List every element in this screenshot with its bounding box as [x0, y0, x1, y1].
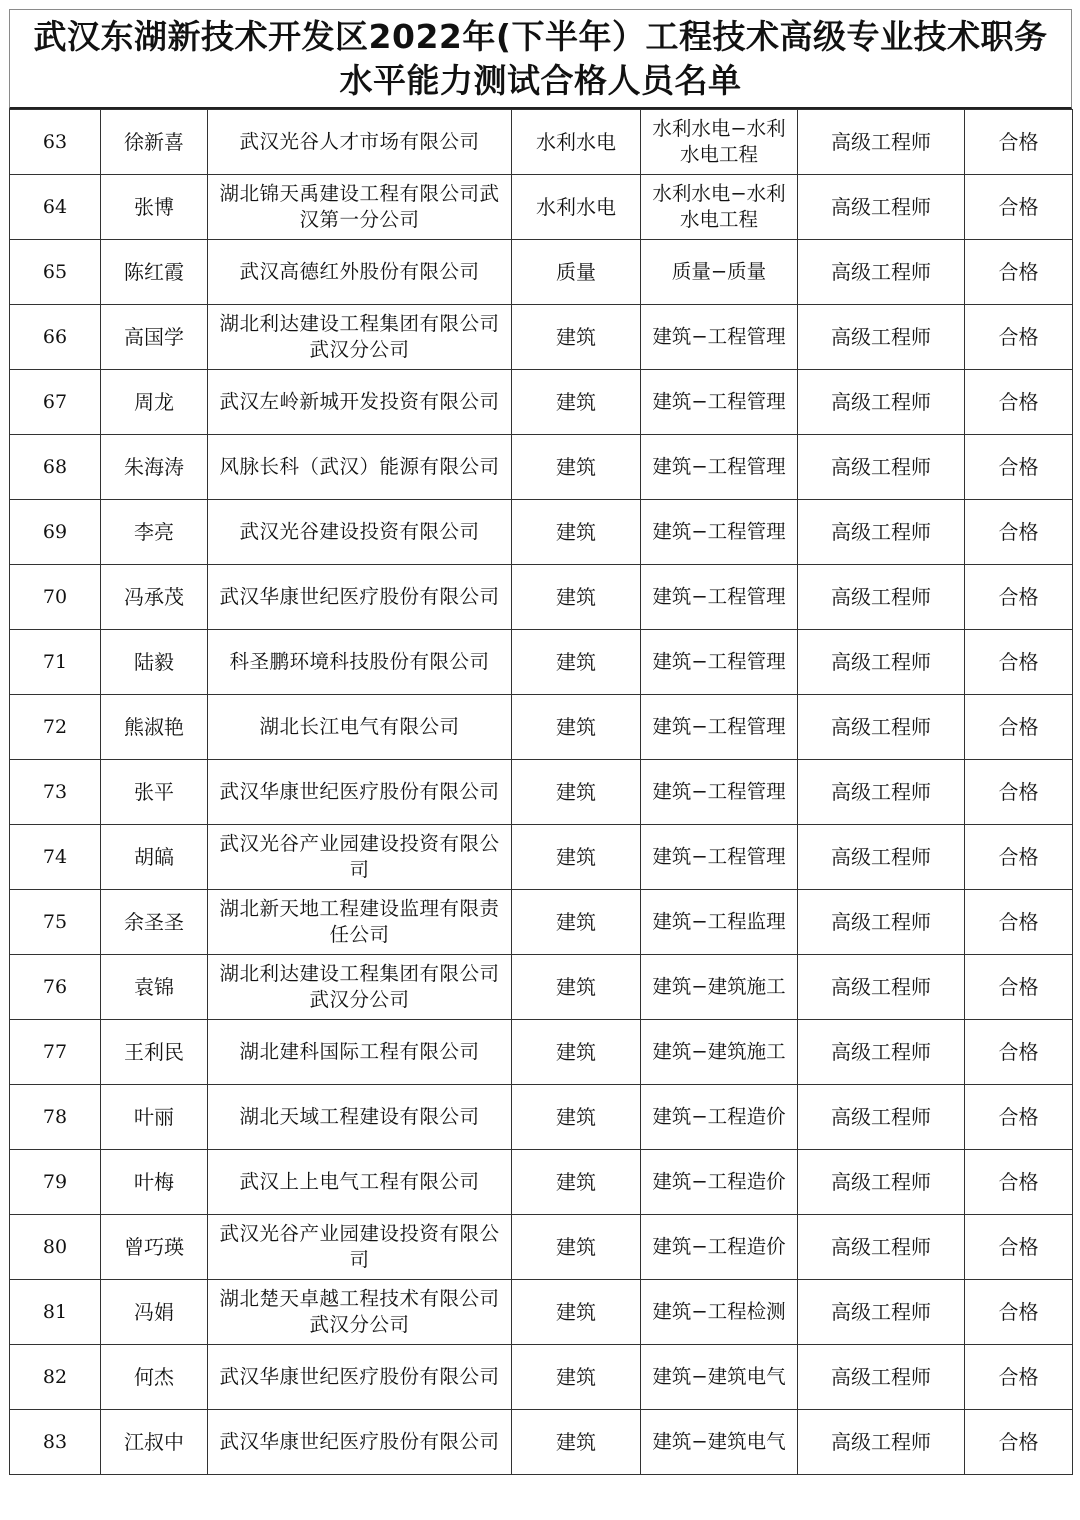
cell-number: 66	[10, 305, 101, 370]
cell-result: 合格	[965, 370, 1073, 435]
cell-specialty: 建筑−工程造价	[641, 1215, 798, 1280]
cell-specialty: 建筑−工程检测	[641, 1280, 798, 1345]
cell-title-level: 高级工程师	[798, 370, 965, 435]
cell-title-level: 高级工程师	[798, 175, 965, 240]
cell-specialty: 建筑−工程管理	[641, 630, 798, 695]
cell-number: 74	[10, 825, 101, 890]
cell-name: 张博	[101, 175, 208, 240]
cell-company: 武汉华康世纪医疗股份有限公司	[208, 1410, 512, 1475]
table-row	[10, 565, 1073, 630]
cell-name: 陈红霞	[101, 240, 208, 305]
table-row	[10, 1345, 1073, 1410]
cell-name: 叶梅	[101, 1150, 208, 1215]
title-line-1: 武汉东湖新技术开发区2022年(下半年）工程技术高级专业技术职务	[33, 17, 1048, 56]
cell-number: 67	[10, 370, 101, 435]
cell-number: 83	[10, 1410, 101, 1475]
cell-major: 水利水电	[512, 175, 641, 240]
cell-name: 冯娟	[101, 1280, 208, 1345]
cell-specialty: 建筑−工程造价	[641, 1150, 798, 1215]
cell-result: 合格	[965, 1345, 1073, 1410]
cell-company: 武汉华康世纪医疗股份有限公司	[208, 760, 512, 825]
cell-company: 武汉上上电气工程有限公司	[208, 1150, 512, 1215]
cell-name: 袁锦	[101, 955, 208, 1020]
cell-major: 建筑	[512, 435, 641, 500]
cell-major: 质量	[512, 240, 641, 305]
cell-number: 71	[10, 630, 101, 695]
cell-name: 熊淑艳	[101, 695, 208, 760]
cell-specialty: 建筑−工程管理	[641, 760, 798, 825]
cell-name: 陆毅	[101, 630, 208, 695]
cell-major: 建筑	[512, 1410, 641, 1475]
cell-number: 79	[10, 1150, 101, 1215]
cell-result: 合格	[965, 825, 1073, 890]
cell-result: 合格	[965, 890, 1073, 955]
cell-title-level: 高级工程师	[798, 1280, 965, 1345]
cell-name: 胡皜	[101, 825, 208, 890]
cell-major: 建筑	[512, 760, 641, 825]
cell-specialty: 建筑−建筑施工	[641, 1020, 798, 1085]
cell-result: 合格	[965, 1280, 1073, 1345]
cell-title-level: 高级工程师	[798, 500, 965, 565]
cell-major: 建筑	[512, 695, 641, 760]
cell-company: 湖北建科国际工程有限公司	[208, 1020, 512, 1085]
cell-major: 建筑	[512, 1280, 641, 1345]
cell-company: 湖北天域工程建设有限公司	[208, 1085, 512, 1150]
cell-company: 湖北楚天卓越工程技术有限公司武汉分公司	[208, 1280, 512, 1345]
cell-major: 建筑	[512, 890, 641, 955]
table-row	[10, 175, 1073, 240]
cell-result: 合格	[965, 695, 1073, 760]
cell-name: 张平	[101, 760, 208, 825]
cell-name: 叶丽	[101, 1085, 208, 1150]
cell-company: 湖北利达建设工程集团有限公司武汉分公司	[208, 305, 512, 370]
cell-result: 合格	[965, 630, 1073, 695]
cell-company: 武汉光谷产业园建设投资有限公司	[208, 1215, 512, 1280]
cell-major: 建筑	[512, 370, 641, 435]
table-row	[10, 1150, 1073, 1215]
cell-title-level: 高级工程师	[798, 1345, 965, 1410]
table-row	[10, 890, 1073, 955]
cell-specialty: 建筑−工程管理	[641, 305, 798, 370]
cell-number: 65	[10, 240, 101, 305]
cell-title-level: 高级工程师	[798, 1020, 965, 1085]
cell-title-level: 高级工程师	[798, 695, 965, 760]
cell-major: 建筑	[512, 1150, 641, 1215]
cell-title-level: 高级工程师	[798, 305, 965, 370]
cell-result: 合格	[965, 305, 1073, 370]
cell-specialty: 水利水电−水利水电工程	[641, 175, 798, 240]
cell-number: 80	[10, 1215, 101, 1280]
cell-specialty: 建筑−工程管理	[641, 695, 798, 760]
cell-title-level: 高级工程师	[798, 110, 965, 175]
cell-number: 77	[10, 1020, 101, 1085]
cell-name: 曾巧瑛	[101, 1215, 208, 1280]
cell-title-level: 高级工程师	[798, 760, 965, 825]
cell-number: 78	[10, 1085, 101, 1150]
cell-result: 合格	[965, 110, 1073, 175]
cell-major: 建筑	[512, 1345, 641, 1410]
cell-major: 水利水电	[512, 110, 641, 175]
table-row	[10, 110, 1073, 175]
cell-specialty: 建筑−工程管理	[641, 565, 798, 630]
document-title	[9, 9, 1072, 109]
cell-company: 湖北新天地工程建设监理有限责任公司	[208, 890, 512, 955]
cell-result: 合格	[965, 565, 1073, 630]
title-line-2: 水平能力测试合格人员名单	[339, 61, 742, 100]
table-row	[10, 1085, 1073, 1150]
cell-company: 湖北长江电气有限公司	[208, 695, 512, 760]
cell-major: 建筑	[512, 955, 641, 1020]
cell-major: 建筑	[512, 1020, 641, 1085]
cell-company: 武汉光谷人才市场有限公司	[208, 110, 512, 175]
cell-result: 合格	[965, 1085, 1073, 1150]
table-row	[10, 305, 1073, 370]
cell-name: 何杰	[101, 1345, 208, 1410]
cell-result: 合格	[965, 1215, 1073, 1280]
cell-number: 75	[10, 890, 101, 955]
cell-company: 风脉长科（武汉）能源有限公司	[208, 435, 512, 500]
cell-title-level: 高级工程师	[798, 1215, 965, 1280]
cell-name: 朱海涛	[101, 435, 208, 500]
cell-number: 76	[10, 955, 101, 1020]
cell-specialty: 建筑−建筑电气	[641, 1345, 798, 1410]
cell-company: 武汉光谷建设投资有限公司	[208, 500, 512, 565]
cell-name: 冯承茂	[101, 565, 208, 630]
cell-company: 武汉高德红外股份有限公司	[208, 240, 512, 305]
cell-title-level: 高级工程师	[798, 955, 965, 1020]
cell-title-level: 高级工程师	[798, 825, 965, 890]
cell-company: 武汉华康世纪医疗股份有限公司	[208, 565, 512, 630]
cell-specialty: 建筑−工程监理	[641, 890, 798, 955]
cell-title-level: 高级工程师	[798, 565, 965, 630]
table-row	[10, 695, 1073, 760]
cell-title-level: 高级工程师	[798, 630, 965, 695]
table-row	[10, 1215, 1073, 1280]
cell-result: 合格	[965, 500, 1073, 565]
cell-title-level: 高级工程师	[798, 435, 965, 500]
table-row	[10, 240, 1073, 305]
cell-specialty: 建筑−工程管理	[641, 825, 798, 890]
cell-name: 余圣圣	[101, 890, 208, 955]
cell-company: 湖北锦天禹建设工程有限公司武汉第一分公司	[208, 175, 512, 240]
cell-result: 合格	[965, 175, 1073, 240]
cell-title-level: 高级工程师	[798, 890, 965, 955]
cell-name: 王利民	[101, 1020, 208, 1085]
table-row	[10, 630, 1073, 695]
cell-specialty: 建筑−工程管理	[641, 435, 798, 500]
table-row	[10, 955, 1073, 1020]
table-row	[10, 500, 1073, 565]
cell-major: 建筑	[512, 825, 641, 890]
cell-specialty: 建筑−工程造价	[641, 1085, 798, 1150]
qualified-personnel-table	[9, 109, 1073, 1475]
cell-specialty: 建筑−建筑施工	[641, 955, 798, 1020]
document-sheet	[9, 9, 1072, 1475]
cell-number: 72	[10, 695, 101, 760]
cell-result: 合格	[965, 435, 1073, 500]
cell-company: 科圣鹏环境科技股份有限公司	[208, 630, 512, 695]
cell-number: 81	[10, 1280, 101, 1345]
cell-title-level: 高级工程师	[798, 1410, 965, 1475]
cell-major: 建筑	[512, 630, 641, 695]
cell-number: 63	[10, 110, 101, 175]
cell-major: 建筑	[512, 565, 641, 630]
cell-result: 合格	[965, 1020, 1073, 1085]
table-row	[10, 435, 1073, 500]
cell-number: 73	[10, 760, 101, 825]
cell-title-level: 高级工程师	[798, 1085, 965, 1150]
cell-company: 武汉左岭新城开发投资有限公司	[208, 370, 512, 435]
table-row	[10, 370, 1073, 435]
cell-title-level: 高级工程师	[798, 1150, 965, 1215]
cell-specialty: 建筑−建筑电气	[641, 1410, 798, 1475]
table-row	[10, 760, 1073, 825]
cell-title-level: 高级工程师	[798, 240, 965, 305]
cell-name: 高国学	[101, 305, 208, 370]
cell-specialty: 建筑−工程管理	[641, 500, 798, 565]
cell-company: 武汉光谷产业园建设投资有限公司	[208, 825, 512, 890]
cell-name: 徐新喜	[101, 110, 208, 175]
cell-name: 周龙	[101, 370, 208, 435]
cell-result: 合格	[965, 1410, 1073, 1475]
cell-number: 82	[10, 1345, 101, 1410]
cell-result: 合格	[965, 760, 1073, 825]
cell-number: 70	[10, 565, 101, 630]
cell-specialty: 建筑−工程管理	[641, 370, 798, 435]
cell-company: 武汉华康世纪医疗股份有限公司	[208, 1345, 512, 1410]
cell-specialty: 水利水电−水利水电工程	[641, 110, 798, 175]
cell-major: 建筑	[512, 1085, 641, 1150]
cell-result: 合格	[965, 240, 1073, 305]
cell-major: 建筑	[512, 305, 641, 370]
cell-company: 湖北利达建设工程集团有限公司武汉分公司	[208, 955, 512, 1020]
cell-number: 69	[10, 500, 101, 565]
cell-number: 68	[10, 435, 101, 500]
table-body	[10, 110, 1073, 1475]
cell-name: 江叔中	[101, 1410, 208, 1475]
cell-result: 合格	[965, 955, 1073, 1020]
cell-result: 合格	[965, 1150, 1073, 1215]
cell-major: 建筑	[512, 1215, 641, 1280]
table-row	[10, 1280, 1073, 1345]
cell-major: 建筑	[512, 500, 641, 565]
cell-number: 64	[10, 175, 101, 240]
cell-specialty: 质量−质量	[641, 240, 798, 305]
table-row	[10, 1410, 1073, 1475]
table-row	[10, 825, 1073, 890]
table-row	[10, 1020, 1073, 1085]
cell-name: 李亮	[101, 500, 208, 565]
